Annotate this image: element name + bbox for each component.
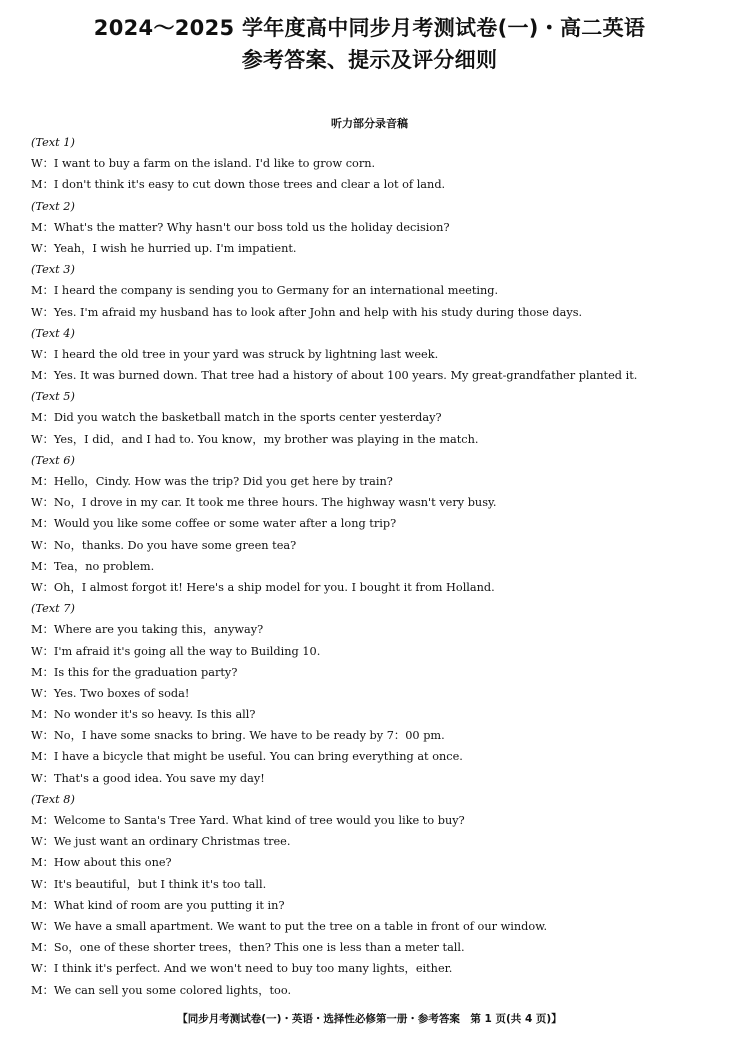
dialog-line: M：Hello，Cindy. How was the trip? Did you get here by train? [31,475,393,488]
dialog-line: M：I heard the company is sending you to Germany for an international meeting. [31,284,499,298]
dialog-line: W：That's a good idea. You save my day! [31,771,265,785]
dialog-line: W：I think it's perfect. And we won't need to buy too many lights，either. [31,962,453,976]
dialog-line: M：No wonder it's so heavy. Is this all? [31,708,256,722]
dialog-line: M：We can sell you some colored lights，too. [31,983,292,997]
dialog-line: M：So，one of these shorter trees，then? This one is less than a meter tall. [31,941,465,955]
dialog-line: W：No，I drove in my car. It took me three hours. The highway wasn't very busy. [31,496,497,510]
text-label: (Text 4) [31,326,75,340]
dialog-line: W：We have a small apartment. We want to put the tree on a table in front of our window. [31,919,548,933]
dialog-line: M：Yes. It was burned down. That tree had a history of about 100 years. My great-grandfather planted it. [31,369,638,383]
dialog-line: W：Yes，I did，and I had to. You know，my brother was playing in the match. [31,432,479,446]
dialog-line: W：Yes. Two boxes of soda! [31,686,190,700]
dialog-line: W：We just want an ordinary Christmas tree. [31,835,291,849]
dialog-line: W：Yeah，I wish he hurried up. I'm impatient. [31,241,297,255]
dialog-line: W：Oh，I almost forgot it! Here's a ship model for you. I bought it from Holland. [31,580,495,594]
dialog-line: M：Tea，no problem. [31,559,155,573]
section-title: 听力部分录音稿 [331,117,408,130]
text-label: (Text 7) [31,602,75,616]
dialog-line: M：Would you like some coffee or some water after a long trip? [31,517,397,531]
dialog-line: M：I don't think it's easy to cut down those trees and clear a lot of land. [31,178,446,192]
dialog-line: M：How about this one? [31,856,172,870]
transcript [31,132,721,1001]
text-label: (Text 2) [31,199,75,213]
dialog-line: W：I heard the old tree in your yard was struck by lightning last week. [31,347,439,361]
text-label: (Text 6) [31,453,75,467]
dialog-line: W：No，thanks. Do you have some green tea? [31,538,297,552]
dialog-line: W：No，I have some snacks to bring. We have to be ready by 7：00 pm. [31,729,445,743]
text-label: (Text 5) [31,390,75,404]
page-footer: 【同步月考测试卷(一)・英语・选择性必修第一册・参考答案 第 1 页(共 4 页)】 [177,1013,562,1025]
text-label: (Text 3) [31,263,75,277]
dialog-line: W：It's beautiful，but I think it's too tall. [31,877,267,891]
dialog-line: M：What's the matter? Why hasn't our boss told us the holiday decision? [31,220,450,234]
dialog-line: M：Is this for the graduation party? [31,665,238,679]
dialog-line: W：I'm afraid it's going all the way to Building 10. [31,644,321,658]
document-title: 2024～2025 学年度高中同步月考测试卷(一)・高二英语 [93,16,646,40]
dialog-line: M：Welcome to Santa's Tree Yard. What kind of tree would you like to buy? [31,814,465,827]
dialog-line: M：I have a bicycle that might be useful. You can bring everything at once. [31,750,463,764]
dialog-line: W：I want to buy a farm on the island. I'd like to grow corn. [31,157,376,171]
dialog-line: M：What kind of room are you putting it in? [31,898,285,912]
text-label: (Text 1) [31,136,75,149]
text-label: (Text 8) [31,792,75,806]
document-subtitle: 参考答案、提示及评分细则 [241,48,498,72]
dialog-line: W：Yes. I'm afraid my husband has to look after John and help with his study during those days. [31,305,583,319]
dialog-line: M：Where are you taking this，anyway? [31,623,264,637]
dialog-line: M：Did you watch the basketball match in the sports center yesterday? [31,411,442,425]
